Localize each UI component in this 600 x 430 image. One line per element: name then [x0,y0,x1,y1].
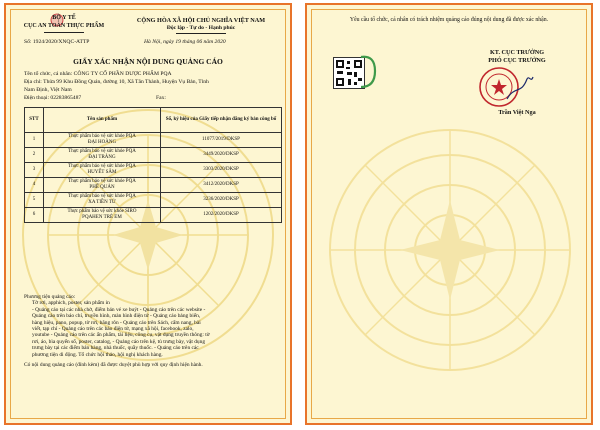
signer-name: Trần Việt Nga [498,109,536,116]
republic-underline [176,33,226,34]
product-line2: ĐẠI TRÀNG [88,155,116,160]
means-line: youtube - Quảng cáo trên các ấn phẩm, tài liệu, công cụ, vật dụng truyền thông: tờ [32,332,210,339]
cell-product [44,208,161,223]
means-line: phương tiện di động. Tổ chức hội thảo, hội nghị khách hàng. [32,351,163,358]
col-header-code: Số, ký hiệu của Giấy tiếp nhận đăng ký bản công bố [161,108,282,133]
product-line1: Thực phẩm bảo vệ sức khỏe PQA [68,149,136,154]
product-line1: Thực phẩm bảo vệ sức khỏe PQA [68,179,136,184]
col-header-product: Tên sản phẩm [44,108,161,133]
cell-code: 3303/2020/DKSP [161,163,282,178]
cell-product [44,193,161,208]
certificate-page-back [305,3,593,425]
green-seal-icon [357,53,379,91]
cell-code: 1202/2020/DKSP [161,208,282,223]
product-table [24,107,282,223]
product-line1: Thực phẩm bảo vệ sức khỏe PQA [68,194,136,199]
official-stamp-icon [477,65,535,109]
cell-product [44,148,161,163]
table-row [25,208,282,223]
table-row [25,148,282,163]
doc-number: Số: 1924/2020/XNQC-ATTP [24,39,90,45]
cell-stt: 6 [25,208,44,223]
table-row [25,178,282,193]
phone: Điện thoại: 02283865487 [24,95,82,101]
closing-statement: Có nội dung quảng cáo (đính kèm) đã được duyệt phù hợp với quy định hiện hành. [24,362,203,369]
table-row [25,193,282,208]
product-line2: HUYẾT SÂM [87,170,117,175]
means-title: Phương tiện quảng cáo: [24,294,76,300]
cell-product [44,133,161,148]
col-header-stt: STT [25,108,44,133]
certificate-page-front [4,3,292,425]
agency-underline [44,32,84,33]
republic-line1: CỘNG HÒA XÃ HỘI CHỦ NGHĨA VIỆT NAM [136,17,266,24]
republic-line2: Độc lập - Tự do - Hạnh phúc [166,25,236,31]
org-name: Tên tổ chức, cá nhân: CÔNG TY CỔ PHẦN DƯỢC PHẨM PQA [24,71,172,77]
drum-watermark-icon [325,125,575,375]
cell-stt: 3 [25,163,44,178]
product-line2: ĐẠI HOÀNG [87,140,117,145]
means-line: viết, tạp chí - Quảng cáo trên các báo điện tử, mạng xã hội, facebook, zalo, [32,326,194,333]
means-line: - Quảng cáo tại các nhà chờ, điểm bán vé xe buýt - Quảng cáo trên các website - [32,306,206,313]
advertising-means [24,294,282,368]
cell-stt: 5 [25,193,44,208]
cell-product [44,163,161,178]
certificate-title: GIẤY XÁC NHẬN NỘI DUNG QUẢNG CÁO [73,57,223,66]
means-line: trưng bày tại các điểm bán hàng, nhà thuốc, quầy thuốc. - Quảng cáo trên các [32,345,199,352]
cell-code: 3449/2020/DKSP [161,148,282,163]
date-place: Hà Nội, ngày 19 tháng 06 năm 2020 [144,39,226,45]
responsibility-notice: Yêu cầu tổ chức, cá nhân có trách nhiệm quảng cáo đúng nội dung đã được xác nhận. [349,17,549,23]
cell-product [44,178,161,193]
means-line: Quảng cáo trên báo chí, truyền hình, màn hình điện tử - Quảng cáo bảng biển, [32,313,201,320]
product-line1: Thực phẩm bảo vệ sức khỏe PQA [68,164,136,169]
cell-stt: 1 [25,133,44,148]
address-line2: Nam Định, Việt Nam [24,87,72,93]
agency-line2: CỤC AN TOÀN THỰC PHẨM [23,23,105,29]
means-line: Tờ rơi, apphich, poster, sản phẩm in [32,300,110,307]
cell-code: 3236/2020/DKSP [161,193,282,208]
address-line1: Địa chỉ: Thửa 99 Khu Đồng Quán, đường 10, Xã Tân Thành, Huyện Vụ Bản, Tỉnh [24,79,209,85]
agency-line1: BỘ Y TẾ [52,15,76,21]
product-line2: PQAHEN TRẺ EM [82,215,122,220]
product-line1: Thực phẩm bảo vệ sức khỏe PQA [68,134,136,139]
cell-code: 11077/2019/DKSP [161,133,282,148]
product-line1: Thực phẩm bảo vệ sức khỏe SIRO [67,209,137,214]
cell-stt: 2 [25,148,44,163]
cell-code: 3412/2020/DKSP [161,178,282,193]
signer-role-2: PHÓ CỤC TRƯỞNG [488,57,546,64]
table-header-row [25,108,282,133]
means-line: hàng hiệu, pano, popup, tờ rơi, băng rôn - Quảng cáo trên Sách, cẩm nang, bài [32,319,201,326]
signer-role-1: KT. CỤC TRƯỞNG [489,49,545,56]
means-line: rơi, áo, bìa quyển sổ, poster, catalog, - Quảng cáo trên kệ, tủ trưng bày, vật dụng [32,338,206,345]
product-line2: XA TIỀN TỬ [88,200,116,205]
fax: Fax: [156,95,166,101]
cell-stt: 4 [25,178,44,193]
table-row [25,163,282,178]
product-line2: PHẾ QUẢN [89,185,115,190]
table-row [25,133,282,148]
